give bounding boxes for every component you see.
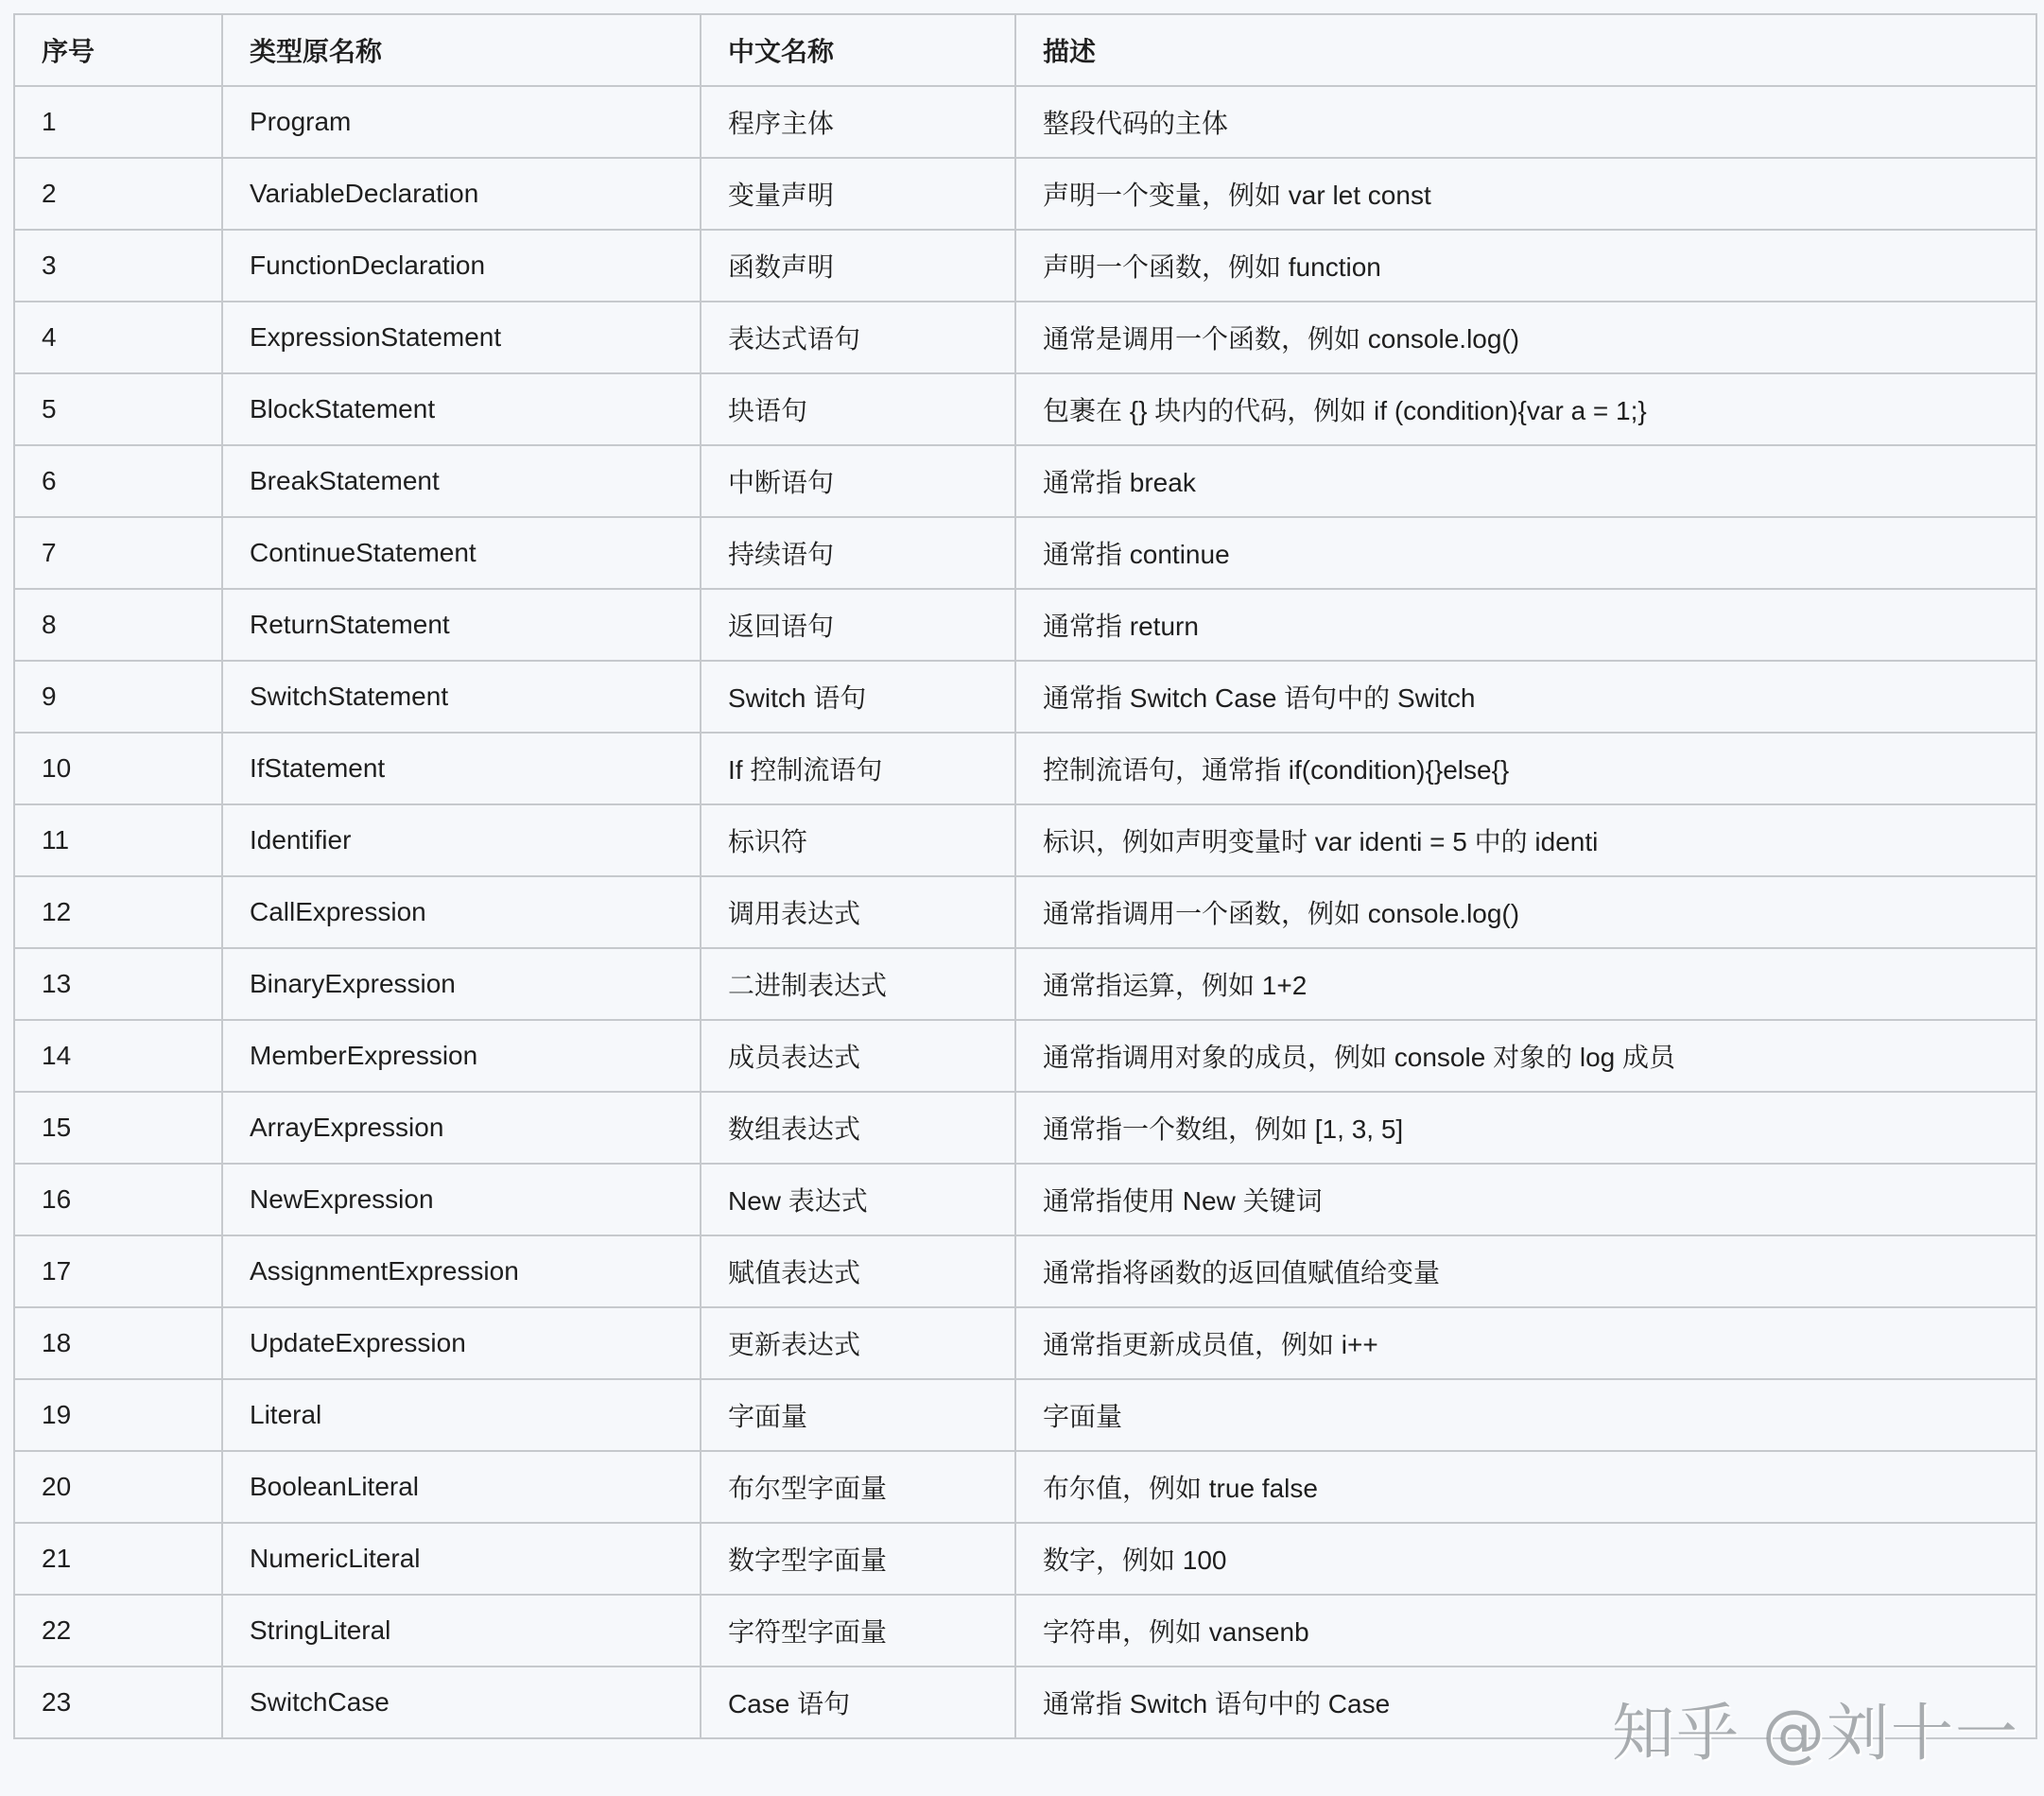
cell-type-name: MemberExpression <box>222 1020 701 1092</box>
cell-description: 布尔值，例如 true false <box>1015 1451 2036 1523</box>
cell-type-name: VariableDeclaration <box>222 158 701 230</box>
cell-index: 22 <box>14 1595 222 1666</box>
table-row <box>14 1235 2036 1307</box>
cell-type-name: SwitchStatement <box>222 661 701 733</box>
table-row <box>14 445 2036 517</box>
cell-type-name: IfStatement <box>222 733 701 804</box>
header-chinese-name: 中文名称 <box>701 14 1015 86</box>
cell-description: 声明一个变量，例如 var let const <box>1015 158 2036 230</box>
table-row <box>14 1523 2036 1595</box>
cell-chinese-name: 更新表达式 <box>701 1307 1015 1379</box>
watermark: 知乎 @刘十一 <box>1612 1697 2019 1770</box>
cell-index: 4 <box>14 302 222 373</box>
cell-index: 12 <box>14 876 222 948</box>
table-row <box>14 876 2036 948</box>
cell-type-name: NewExpression <box>222 1164 701 1235</box>
cell-index: 14 <box>14 1020 222 1092</box>
cell-description: 标识，例如声明变量时 var identi = 5 中的 identi <box>1015 804 2036 876</box>
cell-index: 16 <box>14 1164 222 1235</box>
cell-chinese-name: 调用表达式 <box>701 876 1015 948</box>
cell-index: 1 <box>14 86 222 158</box>
table-row <box>14 1092 2036 1164</box>
table-row <box>14 1020 2036 1092</box>
cell-index: 5 <box>14 373 222 445</box>
cell-chinese-name: 二进制表达式 <box>701 948 1015 1020</box>
cell-chinese-name: 变量声明 <box>701 158 1015 230</box>
cell-type-name: Program <box>222 86 701 158</box>
cell-description: 控制流语句，通常指 if(condition){}else{} <box>1015 733 2036 804</box>
cell-index: 11 <box>14 804 222 876</box>
cell-description: 通常指 break <box>1015 445 2036 517</box>
table-row <box>14 1307 2036 1379</box>
cell-index: 3 <box>14 230 222 302</box>
table-row <box>14 373 2036 445</box>
table-row <box>14 1379 2036 1451</box>
cell-chinese-name: 函数声明 <box>701 230 1015 302</box>
cell-description: 通常是调用一个函数，例如 console.log() <box>1015 302 2036 373</box>
cell-index: 7 <box>14 517 222 589</box>
table-row <box>14 230 2036 302</box>
cell-index: 6 <box>14 445 222 517</box>
cell-index: 17 <box>14 1235 222 1307</box>
cell-type-name: SwitchCase <box>222 1666 701 1738</box>
header-index: 序号 <box>14 14 222 86</box>
cell-description: 通常指调用一个函数，例如 console.log() <box>1015 876 2036 948</box>
cell-type-name: Literal <box>222 1379 701 1451</box>
cell-description: 通常指 Switch 语句中的 Case <box>1015 1666 2036 1738</box>
cell-description: 数字，例如 100 <box>1015 1523 2036 1595</box>
cell-description: 通常指运算，例如 1+2 <box>1015 948 2036 1020</box>
cell-chinese-name: 程序主体 <box>701 86 1015 158</box>
cell-description: 通常指将函数的返回值赋值给变量 <box>1015 1235 2036 1307</box>
cell-description: 声明一个函数，例如 function <box>1015 230 2036 302</box>
cell-index: 15 <box>14 1092 222 1164</box>
table-header-row <box>14 14 2036 86</box>
table-row <box>14 1666 2036 1738</box>
cell-type-name: BinaryExpression <box>222 948 701 1020</box>
cell-index: 19 <box>14 1379 222 1451</box>
cell-chinese-name: 持续语句 <box>701 517 1015 589</box>
table-row <box>14 1164 2036 1235</box>
cell-chinese-name: 数字型字面量 <box>701 1523 1015 1595</box>
table-row <box>14 1451 2036 1523</box>
cell-chinese-name: 布尔型字面量 <box>701 1451 1015 1523</box>
cell-chinese-name: 赋值表达式 <box>701 1235 1015 1307</box>
cell-type-name: FunctionDeclaration <box>222 230 701 302</box>
cell-type-name: StringLiteral <box>222 1595 701 1666</box>
cell-chinese-name: 字符型字面量 <box>701 1595 1015 1666</box>
cell-chinese-name: 块语句 <box>701 373 1015 445</box>
cell-description: 通常指更新成员值，例如 i++ <box>1015 1307 2036 1379</box>
cell-type-name: AssignmentExpression <box>222 1235 701 1307</box>
cell-type-name: BreakStatement <box>222 445 701 517</box>
cell-index: 9 <box>14 661 222 733</box>
cell-description: 通常指一个数组，例如 [1, 3, 5] <box>1015 1092 2036 1164</box>
cell-index: 2 <box>14 158 222 230</box>
cell-chinese-name: New 表达式 <box>701 1164 1015 1235</box>
cell-description: 字面量 <box>1015 1379 2036 1451</box>
cell-chinese-name: 返回语句 <box>701 589 1015 661</box>
cell-type-name: BooleanLiteral <box>222 1451 701 1523</box>
cell-chinese-name: If 控制流语句 <box>701 733 1015 804</box>
cell-index: 23 <box>14 1666 222 1738</box>
cell-type-name: NumericLiteral <box>222 1523 701 1595</box>
cell-description: 通常指调用对象的成员，例如 console 对象的 log 成员 <box>1015 1020 2036 1092</box>
table-row <box>14 517 2036 589</box>
cell-index: 13 <box>14 948 222 1020</box>
cell-description: 通常指 continue <box>1015 517 2036 589</box>
cell-type-name: ContinueStatement <box>222 517 701 589</box>
cell-type-name: BlockStatement <box>222 373 701 445</box>
cell-chinese-name: 成员表达式 <box>701 1020 1015 1092</box>
cell-chinese-name: 表达式语句 <box>701 302 1015 373</box>
table-row <box>14 589 2036 661</box>
cell-type-name: CallExpression <box>222 876 701 948</box>
cell-chinese-name: 数组表达式 <box>701 1092 1015 1164</box>
table-row <box>14 948 2036 1020</box>
cell-index: 10 <box>14 733 222 804</box>
header-description: 描述 <box>1015 14 2036 86</box>
cell-chinese-name: 标识符 <box>701 804 1015 876</box>
cell-description: 通常指 Switch Case 语句中的 Switch <box>1015 661 2036 733</box>
cell-index: 18 <box>14 1307 222 1379</box>
cell-index: 8 <box>14 589 222 661</box>
cell-chinese-name: Switch 语句 <box>701 661 1015 733</box>
header-type-name: 类型原名称 <box>222 14 701 86</box>
cell-description: 字符串，例如 vansenb <box>1015 1595 2036 1666</box>
table-row <box>14 661 2036 733</box>
cell-chinese-name: 字面量 <box>701 1379 1015 1451</box>
cell-chinese-name: Case 语句 <box>701 1666 1015 1738</box>
cell-description: 整段代码的主体 <box>1015 86 2036 158</box>
cell-type-name: ExpressionStatement <box>222 302 701 373</box>
table-row <box>14 1595 2036 1666</box>
table-row <box>14 733 2036 804</box>
cell-type-name: ReturnStatement <box>222 589 701 661</box>
cell-type-name: Identifier <box>222 804 701 876</box>
cell-type-name: ArrayExpression <box>222 1092 701 1164</box>
cell-chinese-name: 中断语句 <box>701 445 1015 517</box>
cell-description: 包裹在 {} 块内的代码，例如 if (condition){var a = 1;} <box>1015 373 2036 445</box>
table-row <box>14 804 2036 876</box>
cell-type-name: UpdateExpression <box>222 1307 701 1379</box>
ast-node-types-table <box>13 13 2037 1739</box>
cell-description: 通常指 return <box>1015 589 2036 661</box>
table-row <box>14 86 2036 158</box>
cell-index: 20 <box>14 1451 222 1523</box>
table-row <box>14 302 2036 373</box>
cell-description: 通常指使用 New 关键词 <box>1015 1164 2036 1235</box>
table-row <box>14 158 2036 230</box>
cell-index: 21 <box>14 1523 222 1595</box>
